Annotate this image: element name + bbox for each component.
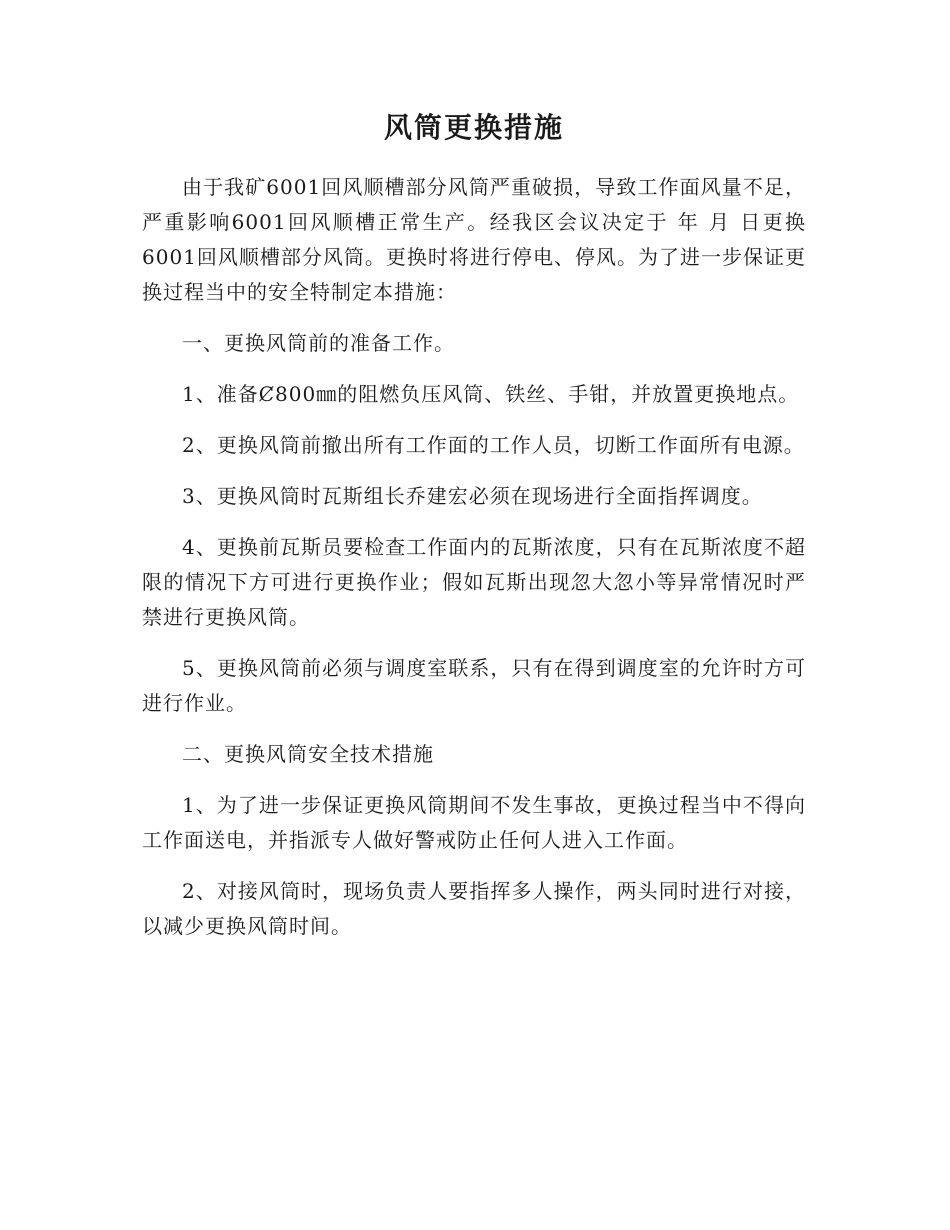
prep-item-5: 5、更换风筒前必须与调度室联系，只有在得到调度室的允许时方可进行作业。: [142, 656, 806, 715]
safety-item-2: 2、对接风筒时，现场负责人要指挥多人操作，两头同时进行对接，以减少更换风筒时间。: [142, 879, 806, 938]
prep-item-3: 3、更换风筒时瓦斯组长乔建宏必须在现场进行全面指挥调度。: [182, 484, 763, 508]
section-heading-safety: 二、更换风筒安全技术措施: [182, 742, 434, 766]
document-title: 风筒更换措施: [383, 111, 564, 144]
prep-item-2: 2、更换风筒前撤出所有工作面的工作人员，切断工作面所有电源。: [182, 433, 805, 457]
intro-paragraph: 由于我矿6001回风顺槽部分风筒严重破损，导致工作面风量不足，严重影响6001回风顺槽正常生产。经我区会议决定于 年 月 日更换6001回风顺槽部分风筒。更换时将进行停电、停风。为了进一步保证更换过程当中的安全特制定本措施：: [142, 175, 806, 304]
document-page: [142, 108, 806, 960]
section-heading-preparation: 一、更换风筒前的准备工作。: [182, 331, 455, 355]
prep-item-1: 1、准备Ȼ800㎜的阻燃负压风筒、铁丝、手钳，并放置更换地点。: [182, 382, 800, 406]
safety-item-1: 1、为了进一步保证更换风筒期间不发生事故，更换过程当中不得向工作面送电，并指派专人做好警戒防止任何人进入工作面。: [142, 793, 806, 852]
prep-item-4: 4、更换前瓦斯员要检查工作面内的瓦斯浓度，只有在瓦斯浓度不超限的情况下方可进行更换作业；假如瓦斯出现忽大忽小等异常情况时严禁进行更换风筒。: [142, 535, 806, 629]
